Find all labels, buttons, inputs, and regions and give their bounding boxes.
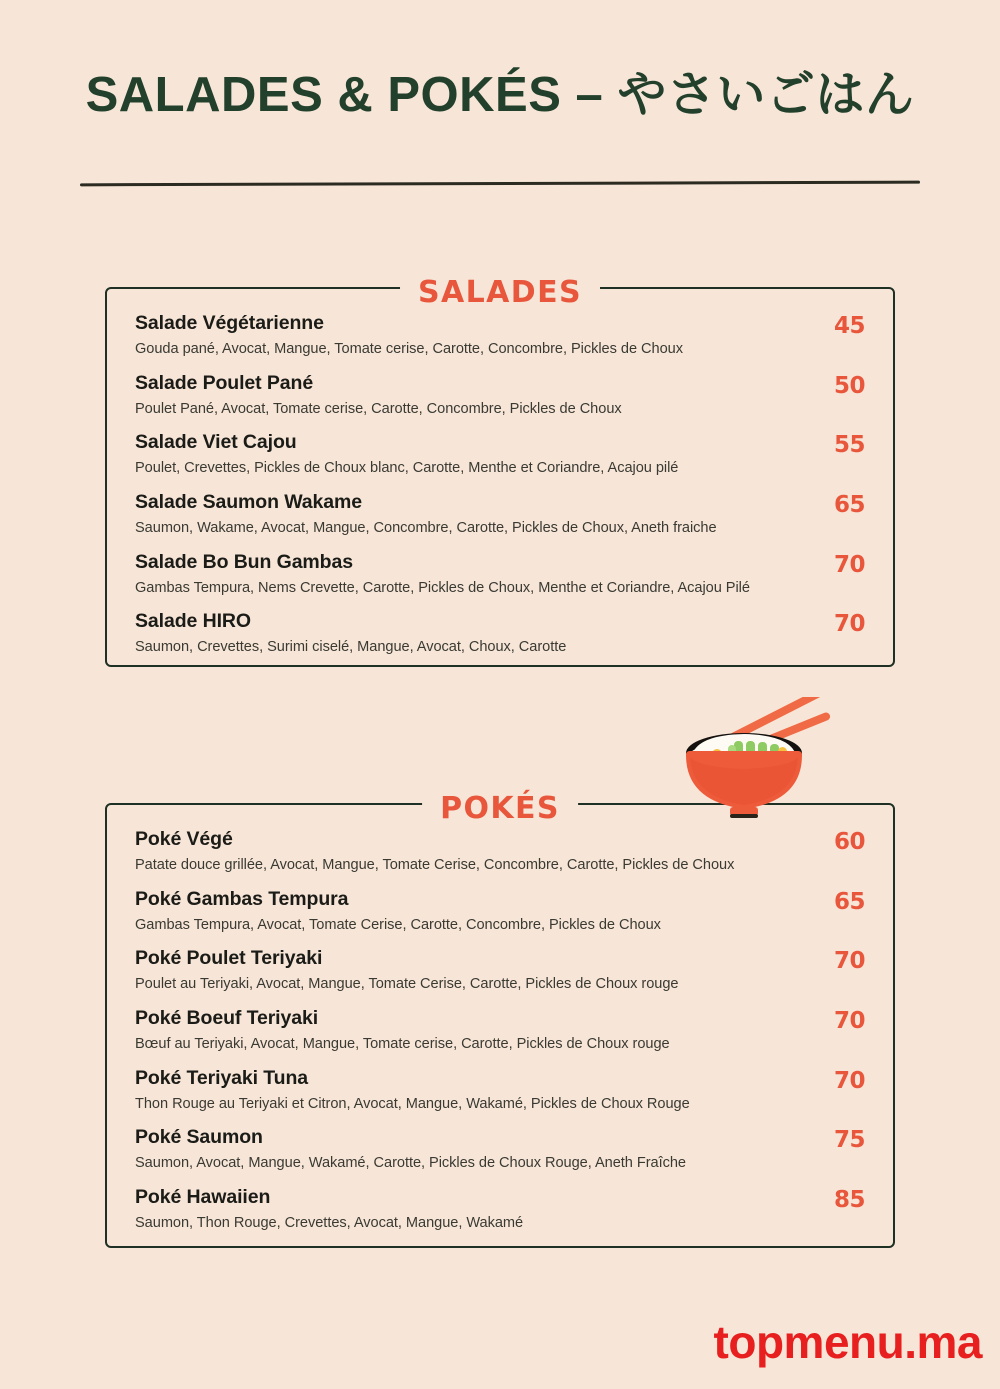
menu-item[interactable] [135, 1125, 865, 1174]
item-name: Poké Gambas Tempura [135, 887, 349, 910]
item-price: 65 [833, 492, 865, 519]
section-pokes [105, 791, 895, 1248]
menu-item[interactable] [135, 1066, 865, 1115]
menu-item[interactable] [135, 371, 865, 420]
item-description: Thon Rouge au Teriyaki et Citron, Avocat, Mangue, Wakamé, Pickles de Choux Rouge [135, 1095, 690, 1112]
menu-item[interactable] [135, 887, 865, 936]
item-description: Bœuf au Teriyaki, Avocat, Mangue, Tomate cerise, Carotte, Pickles de Choux rouge [135, 1035, 670, 1052]
item-description: Poulet Pané, Avocat, Tomate cerise, Carotte, Concombre, Pickles de Choux [135, 400, 622, 417]
section-salades-label-wrap [400, 275, 600, 310]
item-price: 65 [833, 888, 865, 915]
item-name: Salade Viet Cajou [135, 431, 297, 454]
item-description: Poulet au Teriyaki, Avocat, Mangue, Tomate Cerise, Carotte, Pickles de Choux rouge [135, 976, 679, 993]
item-name: Salade Poulet Pané [135, 371, 314, 394]
item-name: Poké Poulet Teriyaki [135, 947, 323, 970]
menu-item[interactable] [135, 490, 865, 539]
item-description: Patate douce grillée, Avocat, Mangue, Tomate Cerise, Concombre, Carotte, Pickles de Choux [135, 856, 735, 873]
item-price: 45 [833, 313, 865, 339]
salades-item-list [107, 289, 893, 670]
menu-item[interactable] [135, 311, 865, 360]
menu-item[interactable] [135, 430, 865, 479]
green-topping [728, 741, 779, 767]
item-price: 70 [833, 611, 865, 638]
chopsticks-icon [728, 697, 831, 758]
item-price: 50 [833, 372, 865, 399]
item-price: 75 [833, 1127, 865, 1154]
section-pokes-label: POKÉS [440, 791, 560, 826]
item-description: Gambas Tempura, Nems Crevette, Carotte, Pickles de Choux, Menthe et Coriandre, Acajou Pilé [135, 579, 750, 596]
item-price: 70 [833, 551, 865, 578]
item-name: Poké Végé [135, 828, 233, 850]
item-name: Salade Bo Bun Gambas [135, 550, 353, 573]
item-description: Gambas Tempura, Avocat, Tomate Cerise, Carotte, Concombre, Pickles de Choux [135, 916, 661, 933]
menu-item[interactable] [135, 1006, 865, 1055]
item-price: 70 [833, 1067, 865, 1094]
section-salades [105, 275, 895, 667]
item-name: Salade Saumon Wakame [135, 491, 363, 514]
item-name: Salade Végétarienne [135, 312, 324, 334]
item-description: Saumon, Wakame, Avocat, Mangue, Concombre, Carotte, Pickles de Choux, Aneth fraiche [135, 519, 717, 536]
item-description: Poulet, Crevettes, Pickles de Choux blanc, Carotte, Menthe et Coriandre, Acajou pilé [135, 460, 679, 477]
yellow-topping [712, 747, 787, 777]
pokes-item-list [107, 805, 893, 1246]
salmon-topping [698, 753, 795, 783]
item-name: Poké Hawaiien [135, 1186, 271, 1209]
item-price: 60 [833, 829, 865, 855]
item-price: 55 [833, 432, 865, 459]
item-description: Saumon, Thon Rouge, Crevettes, Avocat, Mangue, Wakamé [135, 1214, 524, 1231]
item-price: 70 [833, 948, 865, 975]
menu-item[interactable] [135, 827, 865, 876]
item-name: Salade HIRO [135, 610, 251, 633]
watermark-topmenu: topmenu.ma [713, 1316, 982, 1368]
item-description: Saumon, Avocat, Mangue, Wakamé, Carotte, Pickles de Choux Rouge, Aneth Fraîche [135, 1155, 686, 1172]
menu-item[interactable] [135, 946, 865, 995]
menu-item[interactable] [135, 1185, 865, 1234]
title-divider [80, 181, 920, 187]
item-description: Saumon, Crevettes, Surimi ciselé, Mangue, Avocat, Choux, Carotte [135, 639, 567, 656]
item-name: Poké Saumon [135, 1126, 263, 1149]
page-title: SALADES & POKÉS – やさいごはん [85, 68, 915, 122]
page-header [0, 70, 1000, 121]
item-name: Poké Boeuf Teriyaki [135, 1007, 319, 1030]
section-salades-label: SALADES [418, 275, 582, 310]
item-price: 85 [833, 1187, 865, 1214]
menu-item[interactable] [135, 609, 865, 658]
menu-item[interactable] [135, 550, 865, 599]
section-pokes-label-wrap [422, 791, 578, 826]
item-name: Poké Teriyaki Tuna [135, 1066, 309, 1089]
item-description: Gouda pané, Avocat, Mangue, Tomate cerise, Carotte, Concombre, Pickles de Choux [135, 340, 683, 357]
item-price: 70 [833, 1008, 865, 1035]
